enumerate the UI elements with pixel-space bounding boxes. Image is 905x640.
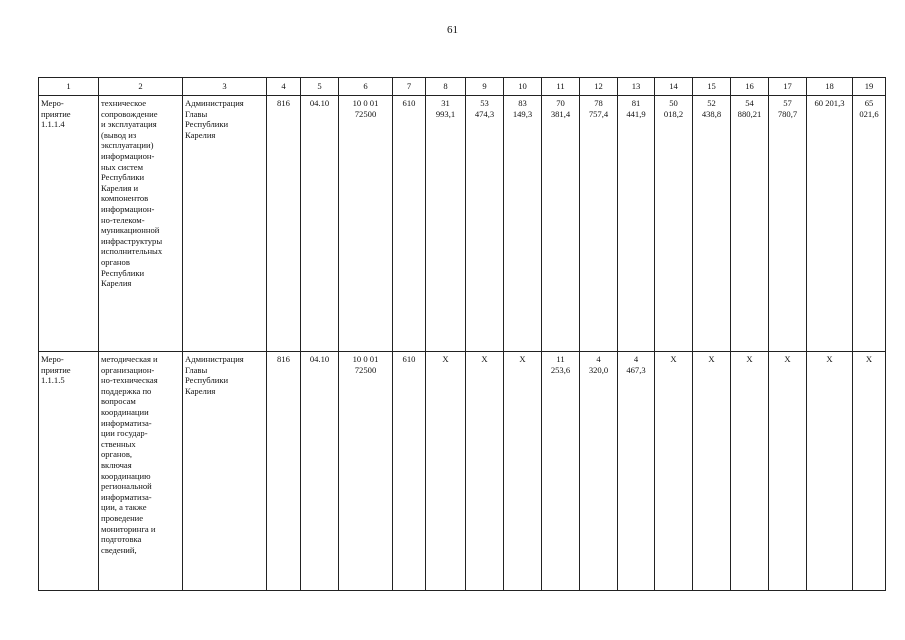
executor-cell	[183, 352, 267, 591]
value-cell-line: Х	[481, 354, 488, 364]
column-header: 15	[693, 78, 731, 96]
value-cell-line: 50	[669, 98, 678, 108]
description-cell	[99, 352, 183, 591]
value-cell-line: 4	[596, 354, 601, 364]
measure-cell-line: приятие	[41, 364, 71, 375]
value-cell-line: 149,3	[512, 108, 533, 119]
measure-cell-line: Меро-	[41, 98, 64, 108]
executor-cell-line: Карелия	[185, 129, 216, 140]
value-cell	[580, 96, 618, 352]
executor-cell-line: Администрация	[185, 98, 244, 108]
value-cell	[655, 352, 693, 591]
column-header: 10	[504, 78, 542, 96]
column-header: 9	[466, 78, 504, 96]
value-cell-line: 70	[556, 98, 565, 108]
value-cell-line: 381,4	[550, 108, 571, 119]
executor-cell-line: Республики	[185, 119, 229, 130]
column-header: 1	[39, 78, 99, 96]
description-cell-line: Республики	[101, 172, 145, 183]
measure-cell-line: приятие	[41, 108, 71, 119]
csr-cell-line: 10 0 01	[352, 354, 379, 364]
grbs-cell-line: 816	[277, 354, 290, 364]
value-cell	[618, 96, 655, 352]
description-cell-line: (вывод из	[101, 129, 137, 140]
description-cell-line: координацию	[101, 470, 151, 481]
measure-cell-line: 1.1.1.4	[41, 119, 65, 130]
value-cell	[731, 352, 769, 591]
column-header: 8	[426, 78, 466, 96]
description-cell-line: подготовка	[101, 534, 142, 545]
value-cell-line: 438,8	[701, 108, 722, 119]
value-cell-line: 60 201,3	[814, 98, 845, 108]
description-cell-line: ции, а также	[101, 502, 147, 513]
value-cell	[769, 352, 807, 591]
value-cell-line: Х	[746, 354, 753, 364]
description-cell-line: ных систем	[101, 161, 144, 172]
column-header: 4	[267, 78, 301, 96]
value-cell	[466, 352, 504, 591]
value-cell-line: 81	[631, 98, 641, 108]
value-cell	[580, 352, 618, 591]
column-header: 13	[618, 78, 655, 96]
value-cell-line: Х	[826, 354, 833, 364]
description-cell-line: органов	[101, 256, 130, 267]
measure-cell	[39, 352, 99, 591]
value-cell	[853, 96, 886, 352]
column-header: 12	[580, 78, 618, 96]
description-cell-line: муникационной	[101, 225, 160, 236]
value-cell-line: 253,6	[550, 364, 571, 375]
description-cell-line: инфраструктуры	[101, 235, 163, 246]
description-cell-line: информатиза-	[101, 491, 152, 502]
description-cell-line: координации	[101, 406, 149, 417]
page-number: 61	[447, 24, 458, 36]
table-body	[39, 78, 886, 591]
value-cell	[693, 96, 731, 352]
value-cell-line: Х	[670, 354, 677, 364]
rzpr-cell-line: 04.10	[309, 354, 330, 364]
value-cell	[466, 96, 504, 352]
column-header: 5	[301, 78, 339, 96]
value-cell	[807, 352, 853, 591]
value-cell-line: 65	[864, 98, 874, 108]
column-header: 7	[393, 78, 426, 96]
csr-cell-line: 72500	[354, 108, 377, 119]
value-cell-line: 53	[480, 98, 489, 108]
description-cell-line: и эксплуатация	[101, 119, 157, 130]
csr-cell-line: 10 0 01	[352, 98, 379, 108]
value-cell-line: 780,7	[777, 108, 798, 119]
description-cell-line: сопровождение	[101, 108, 158, 119]
value-cell	[426, 352, 466, 591]
description-cell-line: вопросам	[101, 396, 136, 407]
description-cell-line: методическая и	[101, 354, 158, 364]
rzpr-cell	[301, 352, 339, 591]
value-cell-line: 57	[783, 98, 792, 108]
executor-cell-line: Администрация	[185, 354, 244, 364]
description-cell-line: техническое	[101, 98, 147, 108]
value-cell	[426, 96, 466, 352]
description-cell-line: региональной	[101, 481, 152, 492]
description-cell-line: информацион-	[101, 150, 155, 161]
description-cell-line: органов,	[101, 449, 133, 460]
value-cell	[504, 96, 542, 352]
value-cell-line: 993,1	[435, 108, 456, 119]
value-cell	[731, 96, 769, 352]
value-cell	[542, 352, 580, 591]
value-cell-line: 320,0	[588, 364, 609, 375]
description-cell-line: ции государ-	[101, 428, 148, 439]
grbs-cell	[267, 96, 301, 352]
table-row	[39, 352, 886, 591]
column-header: 17	[769, 78, 807, 96]
column-header: 11	[542, 78, 580, 96]
description-cell-line: включая	[101, 459, 132, 470]
value-cell-line: Х	[865, 354, 873, 364]
description-cell-line: Карелия	[101, 278, 132, 289]
column-header: 14	[655, 78, 693, 96]
value-cell-line: 52	[707, 98, 716, 108]
description-cell-line: исполнительных	[101, 246, 163, 257]
csr-cell	[339, 352, 393, 591]
description-cell-line: мониторинга и	[101, 523, 156, 534]
description-cell-line: поддержка по	[101, 385, 152, 396]
value-cell-line: 31	[441, 98, 450, 108]
executor-cell-line: Карелия	[185, 385, 216, 396]
value-cell-line: 441,9	[626, 108, 646, 119]
column-header: 16	[731, 78, 769, 96]
executor-cell-line: Главы	[185, 364, 208, 375]
description-cell-line: но-телеком-	[101, 214, 145, 225]
executor-cell-line: Республики	[185, 375, 229, 386]
csr-cell-line: 72500	[354, 364, 377, 375]
value-cell-line: 4	[633, 354, 639, 364]
description-cell-line: проведение	[101, 512, 144, 523]
column-header: 6	[339, 78, 393, 96]
value-cell-line: 11	[556, 354, 565, 364]
description-cell-line: информатиза-	[101, 417, 152, 428]
description-cell-line: организацион-	[101, 364, 155, 375]
value-cell-line: 018,2	[663, 108, 684, 119]
vr-cell-line: 610	[402, 354, 416, 364]
description-cell-line: компонентов	[101, 193, 149, 204]
description-cell-line: Карелия и	[101, 182, 139, 193]
value-cell	[769, 96, 807, 352]
value-cell-line: 54	[745, 98, 754, 108]
executor-cell	[183, 96, 267, 352]
rzpr-cell	[301, 96, 339, 352]
header-row	[39, 78, 886, 96]
value-cell-line: Х	[784, 354, 791, 364]
column-header: 19	[853, 78, 886, 96]
description-cell-line: ственных	[101, 438, 136, 449]
budget-table	[38, 77, 886, 591]
grbs-cell	[267, 352, 301, 591]
grbs-cell-line: 816	[277, 98, 290, 108]
vr-cell	[393, 352, 426, 591]
value-cell-line: 83	[518, 98, 527, 108]
value-cell	[618, 352, 655, 591]
value-cell-line: Х	[519, 354, 526, 364]
rzpr-cell-line: 04.10	[309, 98, 330, 108]
value-cell-line: 474,3	[474, 108, 495, 119]
value-cell-line: 021,6	[859, 108, 879, 119]
value-cell	[693, 352, 731, 591]
value-cell	[655, 96, 693, 352]
column-header: 2	[99, 78, 183, 96]
column-header: 18	[807, 78, 853, 96]
measure-cell-line: 1.1.1.5	[41, 375, 65, 386]
value-cell-line: 880,21	[737, 108, 762, 119]
description-cell-line: сведений,	[101, 544, 137, 555]
description-cell-line: эксплуатации)	[101, 140, 154, 151]
value-cell-line: 78	[594, 98, 603, 108]
measure-cell	[39, 96, 99, 352]
description-cell	[99, 96, 183, 352]
measure-cell-line: Меро-	[41, 354, 64, 364]
description-cell-line: информацион-	[101, 203, 155, 214]
column-header: 3	[183, 78, 267, 96]
value-cell-line: Х	[708, 354, 715, 364]
executor-cell-line: Главы	[185, 108, 208, 119]
value-cell	[542, 96, 580, 352]
csr-cell	[339, 96, 393, 352]
description-cell-line: Республики	[101, 267, 145, 278]
description-cell-line: но-техническая	[101, 375, 158, 386]
value-cell-line: Х	[442, 354, 449, 364]
value-cell	[504, 352, 542, 591]
vr-cell	[393, 96, 426, 352]
value-cell-line: 467,3	[626, 364, 646, 375]
value-cell	[853, 352, 886, 591]
value-cell-line: 757,4	[588, 108, 609, 119]
vr-cell-line: 610	[402, 98, 416, 108]
value-cell	[807, 96, 853, 352]
table-row	[39, 96, 886, 352]
